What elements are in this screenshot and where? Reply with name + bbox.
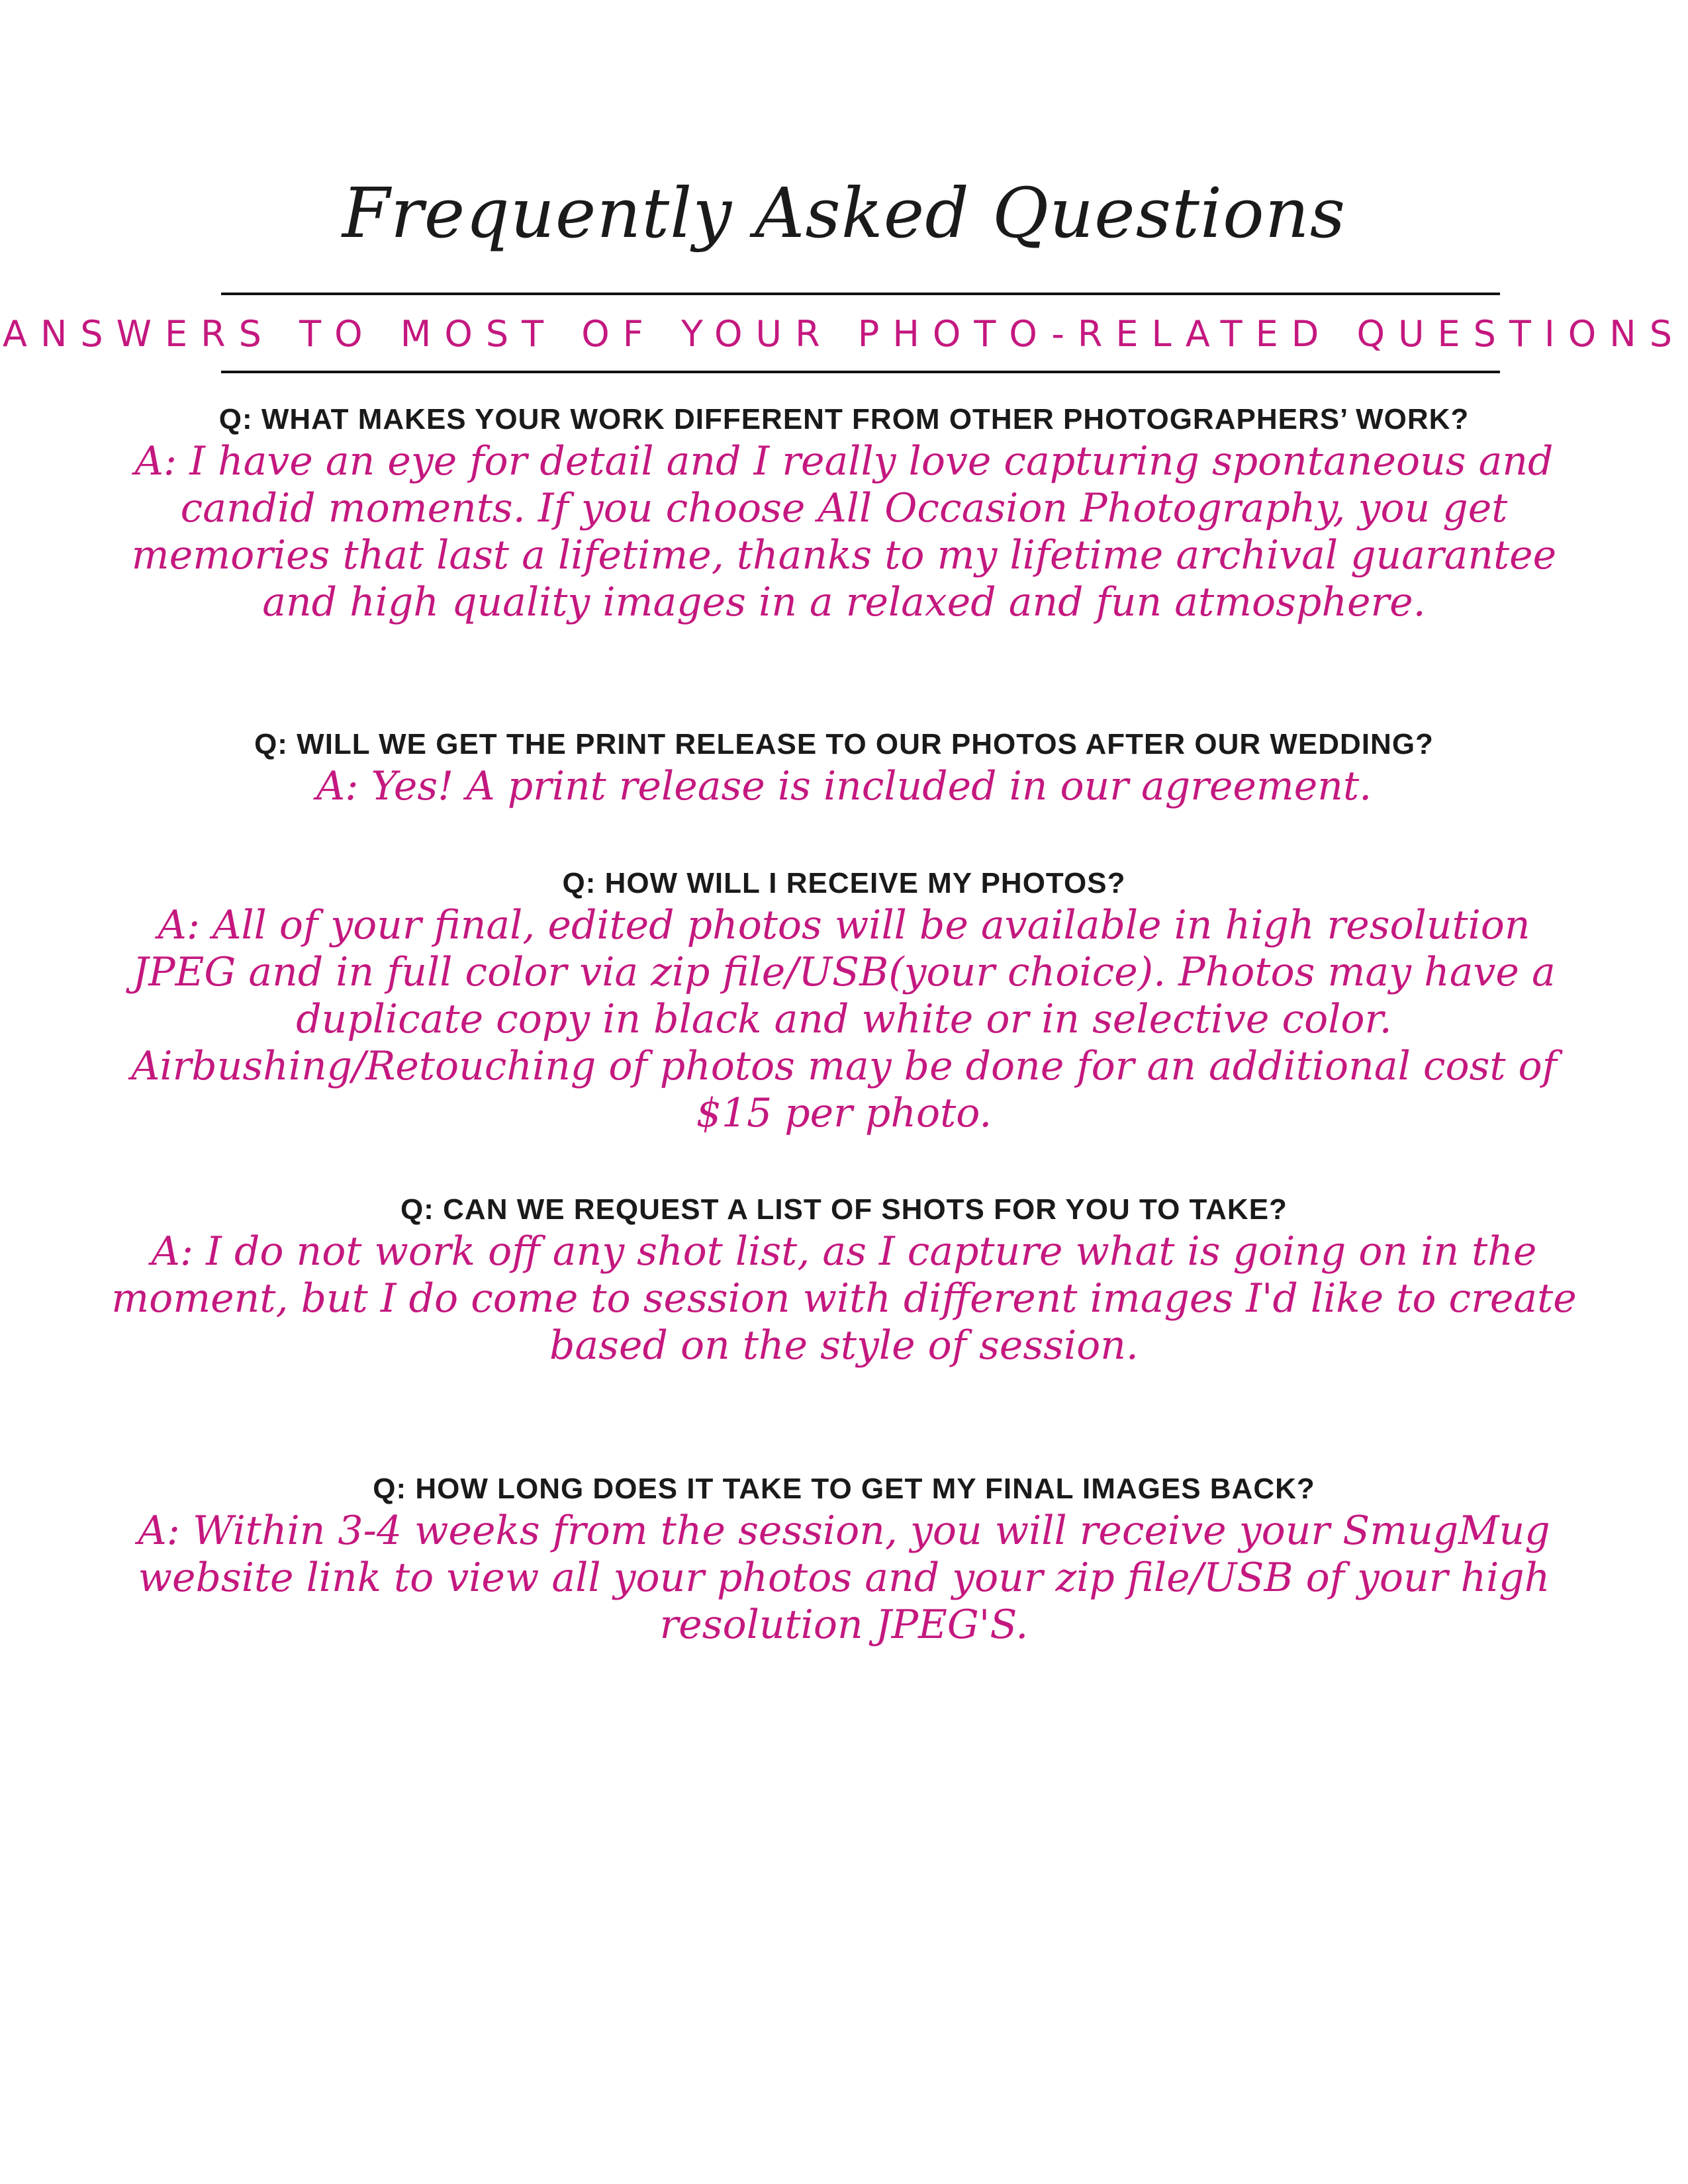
faq-item <box>93 401 1595 626</box>
faq-item <box>93 1471 1595 1649</box>
page-title: Frequently Asked Questions <box>342 173 1346 253</box>
top-divider <box>221 293 1500 295</box>
bottom-divider <box>221 371 1500 373</box>
faq-question: Q: WHAT MAKES YOUR WORK DIFFERENT FROM OTHER PHOTOGRAPHERS’ WORK? <box>218 403 1470 435</box>
faq-question: Q: HOW LONG DOES IT TAKE TO GET MY FINAL IMAGES BACK? <box>373 1473 1315 1505</box>
faq-answer: A: All of your final, edited photos will be available in high resolution JPEG and in full color via zip file/USB(your choice). Photos may have a duplicate copy in black and white or in selective color. Airbushing/Retouching of photos may be done for an additional cost of $15 per photo. <box>131 902 1557 1136</box>
faq-item <box>93 865 1595 1137</box>
faq-answer: A: Yes! A print release is included in our agreement. <box>316 763 1372 809</box>
faq-item <box>93 726 1595 810</box>
faq-question: Q: CAN WE REQUEST A LIST OF SHOTS FOR YOU TO TAKE? <box>400 1193 1288 1226</box>
faq-answer: A: Within 3-4 weeks from the session, you will receive your SmugMug website link to view all your photos and your zip file/USB of your high resolution JPEG'S. <box>138 1508 1550 1648</box>
page-subtitle: ANSWERS TO MOST OF YOUR PHOTO-RELATED QUESTIONS <box>3 313 1685 355</box>
faq-item <box>93 1191 1595 1369</box>
faq-question: Q: WILL WE GET THE PRINT RELEASE TO OUR PHOTOS AFTER OUR WEDDING? <box>254 728 1434 760</box>
faq-question: Q: HOW WILL I RECEIVE MY PHOTOS? <box>562 867 1126 899</box>
faq-answer: A: I do not work off any shot list, as I capture what is going on in the moment, but I do come to session with different images I'd like to create based on the style of session. <box>111 1228 1577 1369</box>
faq-answer: A: I have an eye for detail and I really love capturing spontaneous and candid moments. If you choose All Occasion Photography, you get memories that last a lifetime, thanks to my lifetime archival guarantee and high quality images in a relaxed and fun atmosphere. <box>131 438 1557 625</box>
